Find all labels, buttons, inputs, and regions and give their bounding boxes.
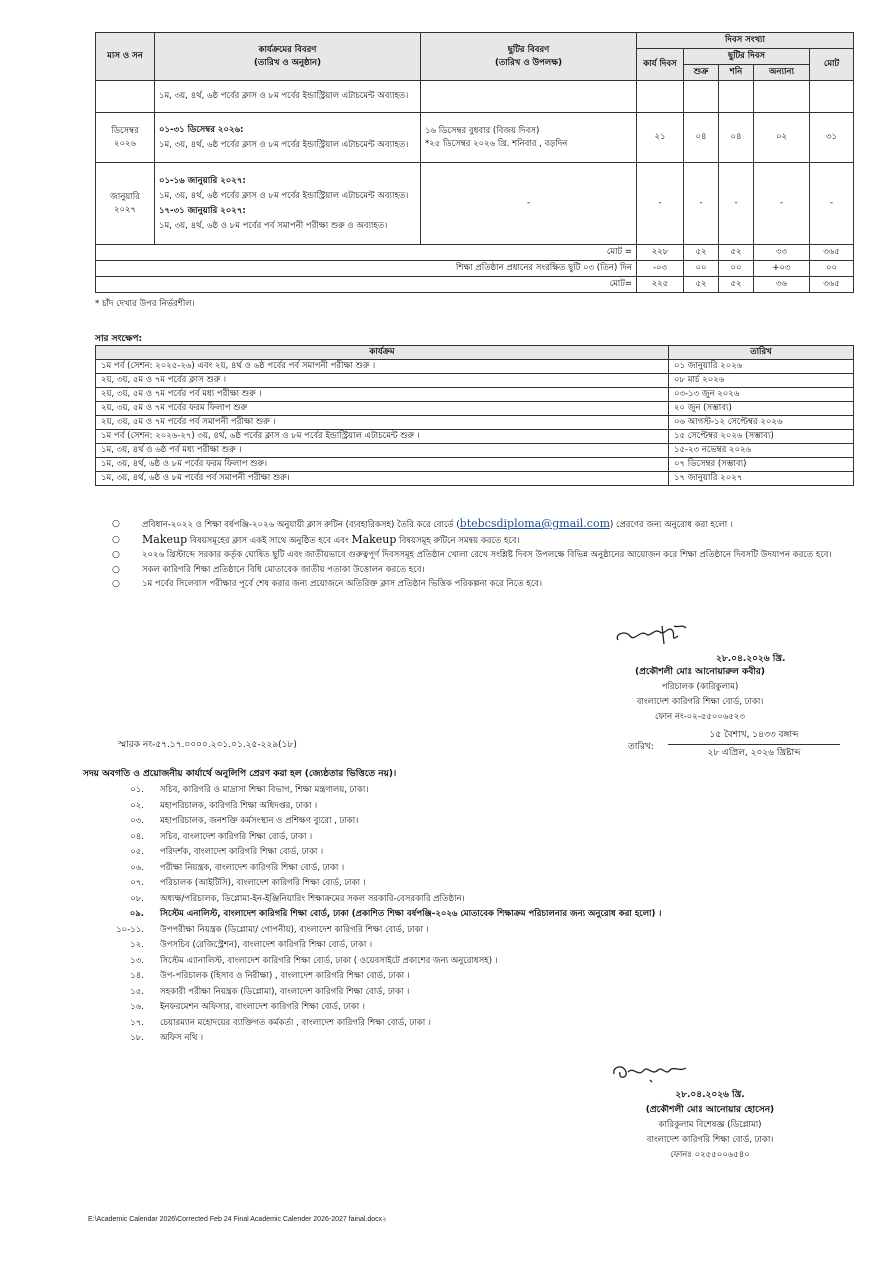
- saturday-cell: -: [719, 163, 754, 245]
- activity-cell: ১ম, ৩য়, ৪র্থ, ৬ষ্ঠ পর্বের ক্লাস ও ৮ম পর্বের ইন্ডাস্ট্রিয়াল এটাচমেন্ট অব্যাহত।: [155, 81, 421, 113]
- copy-recipient: চেয়ারম্যান মহোদয়ের ব্যাক্তিগত কর্মকর্তা , বাংলাদেশ কারিগরি শিক্ষা বোর্ড, ঢাকা ।: [160, 1017, 431, 1028]
- summary-activity: ২য়, ৩য়, ৫ম ও ৭ম পর্বের ক্লাস শুরু ।: [96, 374, 669, 388]
- summary-header-activity: কার্যক্রম: [96, 346, 669, 360]
- copy-number: ০৫.: [130, 847, 144, 857]
- list-item: [86, 814, 866, 830]
- signature-curriculum-specialist: [610, 1060, 690, 1088]
- work-days-cell: ২২৮: [637, 245, 684, 261]
- copy-number: ১৮.: [130, 1033, 144, 1043]
- document-file-path: E:\Academic Calendar 2026\Corrected Feb 24 Final Academic Calender 2026-2027 fainal.docx২: [88, 1216, 387, 1223]
- header-saturday: শনি: [719, 65, 754, 81]
- copy-recipient: ইনফরমেশন অফিসার, বাংলাদেশ কারিগরি শিক্ষা বোর্ড, ঢাকা ।: [160, 1002, 365, 1012]
- summary-date: ১৭ জানুয়ারি ২০২৭: [669, 472, 854, 486]
- list-item: [86, 845, 866, 861]
- copy-recipient: সচিব, বাংলাদেশ কারিগরি শিক্ষা বোর্ড, ঢাকা ।: [160, 831, 313, 842]
- work-days-cell: ২১: [637, 113, 684, 163]
- summary-date: ১৫ সেপ্টেম্বর ২০২৬ (সম্ভাব্য): [669, 430, 854, 444]
- memo-date-gregorian: ২৮ এপ্রিল, ২০২৬ খ্রিষ্টাব্দ: [707, 748, 801, 758]
- copy-number: ০৭.: [130, 878, 144, 888]
- summary-activity: ২য়, ৩য়, ৫ম ও ৭ম পর্বের ফরম ফিলাপ শুরু: [96, 402, 669, 416]
- copy-number: ১৪.: [130, 971, 144, 981]
- signatory2-office: বাংলাদেশ কারিগরি শিক্ষা বোর্ড, ঢাকা।: [646, 1135, 774, 1145]
- list-item: ○ ২০২৬ খ্রিস্টাব্দে সরকার কর্তৃক ঘোষিত ছুটি এবং জাতীয়ভাবে গুরুত্বপূর্ণ দিবসসমূহ প্রতিষ্ঠান খোলা রেখে সংশ্লিষ্ট দিবস উপলক্ষে বিভিন্ন অনুষ্ঠানের আয়োজন করে শিক্ষা প্রতিষ্ঠানে দিবসটি উদযাপন করতে হবে।: [112, 548, 852, 563]
- list-item: [86, 892, 866, 908]
- summary-row: [96, 472, 854, 486]
- header-friday: শুক্র: [684, 65, 719, 81]
- total-cell: [810, 81, 854, 113]
- header-others: অন্যান্য: [754, 65, 810, 81]
- signatory1-designation: পরিচালক (কারিকুলাম): [661, 682, 739, 692]
- summary-row: [96, 388, 854, 402]
- copy-number: ০৩.: [130, 816, 144, 826]
- signatory2-name: (প্রকৌশলী মোঃ আনোয়ার হোসেন): [645, 1105, 775, 1115]
- signature-director: [612, 622, 692, 652]
- copy-recipient: উপ-পরিচালক (হিসাব ও নিরীক্ষা) , বাংলাদেশ কারিগরি শিক্ষা বোর্ড, ঢাকা ।: [160, 971, 410, 981]
- list-item: [86, 1016, 866, 1032]
- list-item: ○ সকল কারিগরি শিক্ষা প্রতিষ্ঠানে বিধি মোতাবেক জাতীয় পতাকা উত্তোলন করতে হবে।: [112, 563, 852, 578]
- signatory1-phone: ফোন নং-০২-৫৫০০৬৫২৩: [654, 712, 745, 722]
- list-item: [86, 923, 866, 939]
- copy-number: ০৬.: [130, 862, 144, 873]
- header-day-count: দিবস সংখ্যা: [637, 33, 854, 49]
- signatory2-date: ২৮.০৪.২০২৬ খ্রি.: [675, 1090, 745, 1100]
- hollow-circle-bullet-icon: ○: [112, 534, 120, 545]
- saturday-cell: ৫২: [719, 277, 754, 293]
- list-item: [86, 985, 866, 1001]
- summary-title: সার সংক্ষেপ:: [95, 334, 143, 344]
- copy-recipient: সচিব, কারিগরি ও মাদ্রাসা শিক্ষা বিভাগ, শিক্ষা মন্ত্রণালয়, ঢাকা।: [160, 785, 369, 795]
- others-cell: ০২: [754, 113, 810, 163]
- summary-date: ০৭ ডিসেম্বর (সম্ভাব্য): [669, 458, 854, 472]
- list-item: [86, 954, 866, 970]
- reserved-leave-row: [96, 261, 854, 277]
- summary-date: ২০ জুন (সম্ভাব্য): [669, 402, 854, 416]
- copy-recipient: সিস্টেম এ্যানালিস্ট, বাংলাদেশ কারিগরি শিক্ষা বোর্ড, ঢাকা ( ওয়েবসাইটে প্রকাশের জন্য অনুরোধসহ) ।: [160, 955, 498, 966]
- summary-row: [96, 416, 854, 430]
- friday-cell: ০৪: [684, 113, 719, 163]
- list-item: [86, 969, 866, 985]
- copy-recipient: সহকারী পরীক্ষা নিয়ন্ত্রক (ডিপ্লোমা), বাংলাদেশ কারিগরি শিক্ষা বোর্ড, ঢাকা ।: [160, 986, 410, 997]
- copy-number: ১৩.: [130, 955, 144, 966]
- friday-cell: ০০: [684, 261, 719, 277]
- friday-cell: ৫২: [684, 277, 719, 293]
- header-month: মাস ও সন: [96, 33, 155, 81]
- friday-cell: [684, 81, 719, 113]
- summary-row: [96, 458, 854, 472]
- header-total: মোট: [810, 49, 854, 81]
- signatory2-phone: ফোনঃ ০২৫৫০০৬৫৪০: [670, 1150, 750, 1160]
- copy-recipient: উপপরীক্ষা নিয়ন্ত্রক (ডিপ্লোমা/ গোপনীয়), বাংলাদেশ কারিগরি শিক্ষা বোর্ড, ঢাকা ।: [160, 924, 429, 935]
- list-item: [86, 938, 866, 954]
- list-item: [86, 830, 866, 846]
- summary-activity: ১ম, ৩য়, ৪র্থ ও ৬ষ্ঠ পর্ব মধ্য পরীক্ষা শুরু ।: [96, 444, 669, 458]
- summary-row: [96, 430, 854, 444]
- total-cell: ৩৬৫: [810, 277, 854, 293]
- list-item: ○ প্রবিধান-২০২২ ও শিক্ষা বর্ষপঞ্জি-২০২৬ অনুযায়ী ক্লাস রুটিন (ব্যবহারিকসহ) তৈরি করে বোর্ডে (btebcsdiploma@gmail.com) প্রেরণের জন্য অনুরোধ করা হলো ।: [112, 517, 733, 530]
- holiday-cell: -: [421, 163, 637, 245]
- signatory1-name: (প্রকৌশলী মোঃ আনোয়ারুল কবীর): [635, 667, 765, 677]
- copy-recipient: পরিদর্শক, বাংলাদেশ কারিগরি শিক্ষা বোর্ড, ঢাকা ।: [160, 847, 324, 857]
- moon-sighting-footnote: * চাঁদ দেখার উপর নির্ভরশীল।: [95, 299, 195, 309]
- saturday-cell: ৫২: [719, 245, 754, 261]
- others-cell: +০৩: [754, 261, 810, 277]
- summary-date: ০১ জানুয়ারি ২০২৬: [669, 360, 854, 374]
- copy-number: ১০-১১.: [116, 924, 144, 935]
- summary-activity: ২য়, ৩য়, ৫ম ও ৭ম পর্বের পর্ব সমাপনী পরীক্ষা শুরু ।: [96, 416, 669, 430]
- signatory1-office: বাংলাদেশ কারিগরি শিক্ষা বোর্ড, ঢাকা।: [636, 697, 764, 707]
- total-cell: ৩৬৫: [810, 245, 854, 261]
- work-days-cell: ২২৫: [637, 277, 684, 293]
- summary-activity: ২য়, ৩য়, ৫ম ও ৭ম পর্বের পর্ব মধ্য পরীক্ষা শুরু ।: [96, 388, 669, 402]
- summary-date: ০৩-১৩ জুন ২০২৬: [669, 388, 854, 402]
- saturday-cell: [719, 81, 754, 113]
- summary-activity: ১ম পর্ব (সেশন: ২০২৬-২৭) ৩য়, ৪র্থ, ৬ষ্ঠ পর্বের ক্লাস ও ৮ম পর্বের ইন্ডাস্ট্রিয়াল এটাচমেন্ট শুরু ।: [96, 430, 669, 444]
- hollow-circle-bullet-icon: ○: [112, 550, 120, 560]
- summary-table: [95, 345, 854, 486]
- month-cell: [96, 81, 155, 113]
- copies-title: সদয় অবগতি ও প্রয়োজনীয় কার্যার্থে অনুলিপি প্রেরণ করা হল (জ্যেষ্ঠতার ভিত্তিতে নয়)।: [83, 769, 397, 779]
- copy-recipient: মহাপরিচালক, জনশক্তি কর্মসংস্থান ও প্রশিক্ষণ ব্যুরো , ঢাকা।: [160, 816, 359, 826]
- copies-list: [86, 783, 866, 1047]
- saturday-cell: ০০: [719, 261, 754, 277]
- activity-cell: ০১-৩১ ডিসেম্বর ২০২৬: ১ম, ৩য়, ৪র্থ, ৬ষ্ঠ পর্বের ক্লাস ও ৮ম পর্বের ইন্ডাস্ট্রিয়াল এটাচমেন্ট অব্যাহত।: [155, 113, 421, 163]
- list-item: [86, 799, 866, 815]
- summary-date: ০৬ আগস্ট-১২ সেপ্টেম্বর ২০২৬: [669, 416, 854, 430]
- activity-cell: ০১-১৬ জানুয়ারি ২০২৭: ১ম, ৩য়, ৪র্থ, ৬ষ্ঠ পর্বের ক্লাস ও ৮ম পর্বের ইন্ডাস্ট্রিয়াল এটাচমেন্ট অব্যাহত। ১৭-৩১ জানুয়ারি ২০২৭: ১ম, ৩য়, ৪র্থ, ৬ষ্ঠ ও ৮ম পর্বের পর্ব সমাপনী পরীক্ষা শুরু ও অব্যাহত।: [155, 163, 421, 245]
- copy-number: ০৮.: [130, 893, 144, 904]
- friday-cell: ৫২: [684, 245, 719, 261]
- copy-number: ০১.: [130, 785, 144, 795]
- total-cell: ৩১: [810, 113, 854, 163]
- summary-row: [96, 374, 854, 388]
- academic-calendar-table: [95, 32, 854, 293]
- signatory2-designation: কারিকুলাম বিশেষজ্ঞ (ডিপ্লোমা): [658, 1120, 762, 1130]
- signatory2-block: [590, 1088, 830, 1163]
- summary-date: ০৮ মার্চ ২০২৬: [669, 374, 854, 388]
- list-item: [86, 907, 866, 923]
- month-cell: ডিসেম্বর ২০২৬: [96, 113, 155, 163]
- copy-recipient: পরিচালক (আইটিসি), বাংলাদেশ কারিগরি শিক্ষা বোর্ড, ঢাকা ।: [160, 878, 366, 888]
- copy-recipient: অধ্যক্ষ/পরিচালক, ডিপ্লোমা-ইন-ইঞ্জিনিয়ারিং শিক্ষাক্রমের সকল সরকারি-বেসরকারি প্রতিষ্ঠান।: [160, 893, 465, 904]
- summary-row: [96, 402, 854, 416]
- totals-row: [96, 245, 854, 261]
- hollow-circle-bullet-icon: ○: [112, 564, 120, 575]
- signatory1-date: ২৮.০৪.২০২৬ খ্রি.: [716, 654, 786, 664]
- memo-date-bangla: ১৫ বৈশাখ, ১৪৩৩ বঙ্গাব্দ: [668, 727, 840, 745]
- work-days-cell: -০৩: [637, 261, 684, 277]
- header-activity: কার্যক্রমের বিবরণ (তারিখ ও অনুষ্ঠান): [155, 33, 421, 81]
- memo-date-label: তারিখ:: [628, 742, 654, 752]
- list-item: ○ ১ম পর্বের সিলেবাস পরীক্ষার পূর্বে শেষ করার জন্য প্রয়োজনে অতিরিক্ত ক্লাস প্রতিষ্ঠান ভিত্তিক পরিকল্পনা করে নিতে হবে।: [112, 577, 852, 592]
- reserved-leave-label: শিক্ষা প্রতিষ্ঠান প্রধানের সংরক্ষিত ছুটি ০৩ (তিন) দিন: [96, 261, 637, 277]
- grand-total-row: [96, 277, 854, 293]
- work-days-cell: -: [637, 163, 684, 245]
- summary-header-date: তারিখ: [669, 346, 854, 360]
- others-cell: [754, 81, 810, 113]
- copy-number: ০৪.: [130, 831, 144, 842]
- list-item: [86, 783, 866, 799]
- summary-date: ১৫-২৩ নভেম্বর ২০২৬: [669, 444, 854, 458]
- copy-recipient: সিস্টেম এনালিস্ট, বাংলাদেশ কারিগরি শিক্ষা বোর্ড, ঢাকা (প্রকাশিত শিক্ষা বর্ষপঞ্জি-২০২৬ মোতাবেক শিক্ষাক্রম পরিচালনার জন্য অনুরোধ করা হলো) ।: [160, 909, 662, 919]
- list-item: [86, 876, 866, 892]
- total-cell: ০০: [810, 261, 854, 277]
- hollow-circle-bullet-icon: ○: [112, 579, 120, 589]
- list-item: ○ Makeup বিষয়সমূহের ক্লাস একই সাথে অনুষ্ঠিত হবে এবং Makeup বিষয়সমূহ রুটিনে সমন্বয় করতে হবে।: [112, 532, 520, 546]
- copy-number: ০৯.: [129, 909, 144, 919]
- total-cell: -: [810, 163, 854, 245]
- list-item: [86, 1031, 866, 1047]
- copy-recipient: উপসচিব (রেজিস্ট্রেশন), বাংলাদেশ কারিগরি শিক্ষা বোর্ড, ঢাকা ।: [160, 940, 373, 950]
- others-cell: ৩৬: [754, 277, 810, 293]
- copy-number: ১৫.: [130, 986, 144, 997]
- list-item: [86, 861, 866, 877]
- others-cell: ৩৩: [754, 245, 810, 261]
- copy-number: ১৬.: [130, 1002, 144, 1012]
- summary-activity: ১ম, ৩য়, ৪র্থ, ৬ষ্ঠ ও ৮ম পর্বের ফরম ফিলাপ শুরু।: [96, 458, 669, 472]
- summary-row: [96, 360, 854, 374]
- email-link[interactable]: btebcsdiploma@gmail.com: [459, 517, 610, 530]
- copy-recipient: মহাপরিচালক, কারিগরি শিক্ষা অধিদপ্তর, ঢাকা ।: [160, 800, 318, 811]
- list-item: [86, 1000, 866, 1016]
- summary-activity: ১ম, ৩য়, ৪র্থ, ৬ষ্ঠ ও ৮ম পর্বের পর্ব সমাপনী পরীক্ষা শুরু।: [96, 472, 669, 486]
- totals-label: মোট =: [96, 245, 637, 261]
- table-row: [96, 113, 854, 163]
- header-work-days: কার্য দিবস: [637, 49, 684, 81]
- memo-reference: স্মারক নং-৫৭.১৭.০০০০.২০১.০১.২৫-২২৯(১৮): [118, 740, 297, 750]
- signatory1-block: [580, 665, 820, 725]
- grand-total-label: মোট=: [96, 277, 637, 293]
- table-row: [96, 163, 854, 245]
- instructions-list: [112, 517, 852, 592]
- friday-cell: -: [684, 163, 719, 245]
- hollow-circle-bullet-icon: ○: [112, 519, 120, 529]
- others-cell: -: [754, 163, 810, 245]
- copy-number: ১২.: [130, 940, 144, 950]
- holiday-cell: ১৬ ডিসেম্বর বুধবার (বিজয় দিবস) *২৫ ডিসেম্বর ২০২৬ খ্রি. শনিবার , বড়দিন: [421, 113, 637, 163]
- table-row: [96, 81, 854, 113]
- copy-number: ১৭.: [130, 1017, 144, 1028]
- holiday-cell: [421, 81, 637, 113]
- header-holiday: ছুটির বিবরণ (তারিখ ও উপলক্ষ): [421, 33, 637, 81]
- copy-recipient: অফিস নথি ।: [160, 1033, 204, 1043]
- saturday-cell: ০৪: [719, 113, 754, 163]
- header-holiday-days: ছুটির দিবস: [684, 49, 810, 65]
- summary-row: [96, 444, 854, 458]
- copy-number: ০২.: [130, 800, 144, 811]
- month-cell: জানুয়ারি ২০২৭: [96, 163, 155, 245]
- work-days-cell: [637, 81, 684, 113]
- summary-activity: ১ম পর্ব (সেশন: ২০২৫-২৬) এবং ২য়, ৪র্থ ও ৬ষ্ঠ পর্বের পর্ব সমাপনী পরীক্ষা শুরু ।: [96, 360, 669, 374]
- copy-recipient: পরীক্ষা নিয়ন্ত্রক, বাংলাদেশ কারিগরি শিক্ষা বোর্ড, ঢাকা ।: [160, 862, 345, 873]
